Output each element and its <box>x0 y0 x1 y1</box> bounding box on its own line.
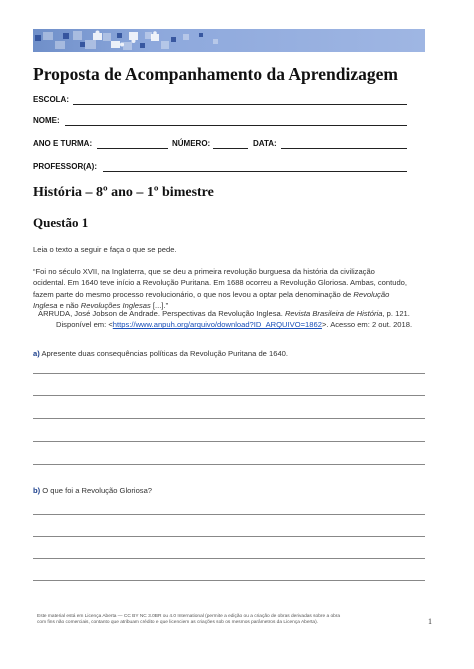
answer-line-a5[interactable] <box>33 464 425 465</box>
quote-text: [...].” <box>150 301 169 311</box>
quote-line: “Foi no século XVII, na Inglaterra, que se deu a primeira revolução burguesa da história da civilização <box>33 267 375 276</box>
question-heading: Questão 1 <box>33 215 89 230</box>
license-footer <box>37 614 340 626</box>
answer-line-b3[interactable] <box>33 558 425 559</box>
item-b-letter: b) <box>33 486 41 495</box>
footer-line: Este material está em Licença Aberta — CC BY NC 3.0BR ou 4.0 International (permite a edição ou a criação de obras derivadas sobre a obra <box>37 614 341 619</box>
item-b <box>33 486 152 495</box>
class-field-row <box>33 139 425 153</box>
teacher-label: PROFESSOR(A): <box>33 162 97 171</box>
number-line[interactable] <box>213 148 248 149</box>
page-number: 1 <box>428 617 432 626</box>
reference-link[interactable]: https://www.anpuh.org/arquivo/download?ID_ARQUIVO=1862 <box>112 320 322 330</box>
date-line[interactable] <box>281 148 407 149</box>
teacher-line[interactable] <box>103 171 407 172</box>
footer-line: com fins não comerciais, contanto que atribuam crédito e que licenciem as criações sob os mesmos parâmetros da Licença Aberta). <box>37 620 319 626</box>
answer-line-a3[interactable] <box>33 418 425 419</box>
subject-heading: História – 8º ano – 1º bimestre <box>33 185 214 200</box>
class-label: ANO E TURMA: <box>33 139 93 148</box>
reference-text: , p. 121. <box>382 309 410 318</box>
quote-text: e não <box>57 301 81 311</box>
class-line[interactable] <box>97 148 168 149</box>
quote-text: fazem parte do mesmo processo revolucionário, o que nos levou a optar pela denominação de <box>33 289 354 299</box>
item-a <box>33 349 288 358</box>
answer-line-b2[interactable] <box>33 536 425 537</box>
answer-line-b4[interactable] <box>33 580 425 581</box>
date-label: DATA: <box>253 139 277 148</box>
puzzle-pattern-icon <box>33 29 425 52</box>
school-field <box>33 95 425 109</box>
reference-line <box>38 308 412 319</box>
school-line[interactable] <box>73 104 407 105</box>
quote-block <box>33 266 433 312</box>
quote-line: ocidental. Em 1640 teve início a Revolução Puritana. Em 1688 ocorreu a Revolução Gloriosa. Ambas, contudo, <box>33 278 407 288</box>
name-line[interactable] <box>65 125 407 126</box>
quote-italic: Inglesa <box>33 301 58 311</box>
answer-line-a2[interactable] <box>33 395 425 396</box>
name-label: NOME: <box>33 116 60 125</box>
item-a-letter: a) <box>33 349 40 358</box>
reference-journal: Revista Brasileira de História <box>284 309 383 318</box>
name-field <box>33 116 425 130</box>
item-a-text: Apresente duas consequências políticas da Revolução Puritana de 1640. <box>39 349 288 358</box>
reference-text: ARRUDA, José Jobson de Andrade. Perspectivas da Revolução Inglesa. <box>38 309 285 318</box>
reference-text: Disponível em: < <box>56 320 113 330</box>
quote-italic: Revolução <box>353 289 390 299</box>
quote-italic: Revoluções Inglesas <box>80 301 151 311</box>
quote-line <box>33 289 433 300</box>
reference-line <box>38 319 412 330</box>
page-title: Proposta de Acompanhamento da Aprendizagem <box>33 64 398 84</box>
number-label: NÚMERO: <box>172 139 211 148</box>
header-banner <box>33 29 425 52</box>
reference-text: >. Acesso em: 2 out. 2018. <box>321 320 413 330</box>
answer-line-a1[interactable] <box>33 373 425 374</box>
answer-line-b1[interactable] <box>33 514 425 515</box>
item-b-text: O que foi a Revolução Gloriosa? <box>40 486 153 495</box>
reference-block <box>38 308 412 331</box>
teacher-field <box>33 162 425 176</box>
answer-line-a4[interactable] <box>33 441 425 442</box>
instruction-text: Leia o texto a seguir e faça o que se pede. <box>33 245 177 254</box>
school-label: ESCOLA: <box>33 95 69 104</box>
